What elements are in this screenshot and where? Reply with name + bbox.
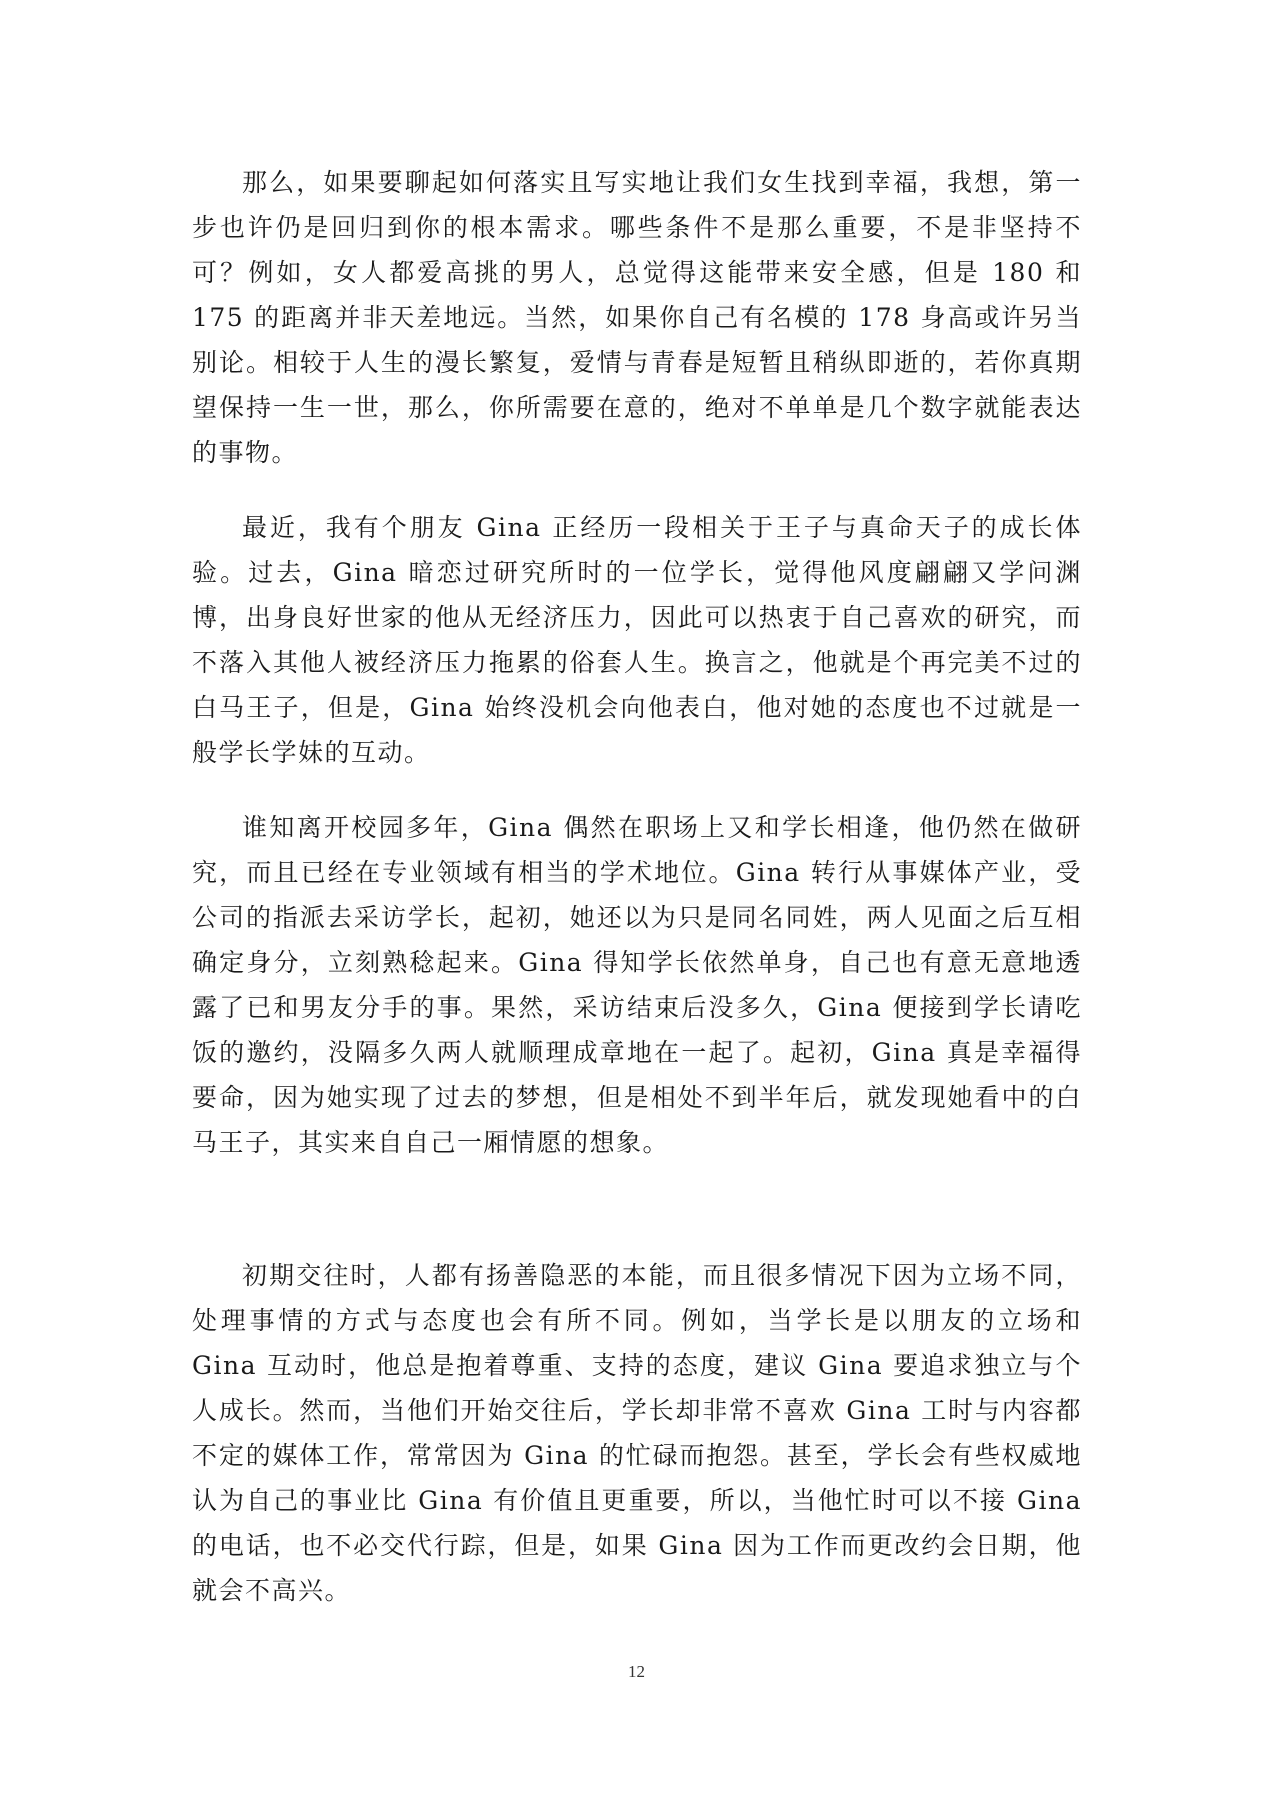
paragraph: 那么，如果要聊起如何落实且写实地让我们女生找到幸福，我想，第一步也许仍是回归到你的根本需求。哪些条件不是那么重要，不是非坚持不可？例如，女人都爱高挑的男人，总觉得这能带来安全感，但是 180 和 175 的距离并非天差地远。当然，如果你自己有名模的 178 身高或许另当别论。相较于人生的漫长繁复，爱情与青春是短暂且稍纵即逝的，若你真期望保持一生一世，那么，你所需要在意的，绝对不单单是几个数字就能表达的事物。	[192, 168, 1082, 467]
page-number: 12	[628, 1662, 645, 1681]
paragraph: 最近，我有个朋友 Gina 正经历一段相关于王子与真命天子的成长体验。过去，Gina 暗恋过研究所时的一位学长，觉得他风度翩翩又学问渊博，出身良好世家的他从无经济压力，因此可以热衷于自己喜欢的研究，而不落入其他人被经济压力拖累的俗套人生。换言之，他就是个再完美不过的白马王子，但是，Gina 始终没机会向他表白，他对她的态度也不过就是一般学长学妹的互动。	[192, 513, 1082, 767]
paragraph: 初期交往时，人都有扬善隐恶的本能，而且很多情况下因为立场不同，处理事情的方式与态度也会有所不同。例如，当学长是以朋友的立场和 Gina 互动时，他总是抱着尊重、支持的态度，建议 Gina 要追求独立与个人成长。然而，当他们开始交往后，学长却非常不喜欢 Gina 工时与内容都不定的媒体工作，常常因为 Gina 的忙碌而抱怨。甚至，学长会有些权威地认为自己的事业比 Gina 有价值且更重要，所以，当他忙时可以不接 Gina 的电话，也不必交代行踪，但是，如果 Gina 因为工作而更改约会日期，他就会不高兴。	[192, 1261, 1082, 1605]
paragraph: 谁知离开校园多年，Gina 偶然在职场上又和学长相逢，他仍然在做研究，而且已经在专业领域有相当的学术地位。Gina 转行从事媒体产业，受公司的指派去采访学长，起初，她还以为只是同名同姓，两人见面之后互相确定身分，立刻熟稔起来。Gina 得知学长依然单身，自己也有意无意地透露了已和男友分手的事。果然，采访结束后没多久，Gina 便接到学长请吃饭的邀约，没隔多久两人就顺理成章地在一起了。起初，Gina 真是幸福得要命，因为她实现了过去的梦想，但是相处不到半年后，就发现她看中的白马王子，其实来自自己一厢情愿的想象。	[192, 813, 1082, 1157]
